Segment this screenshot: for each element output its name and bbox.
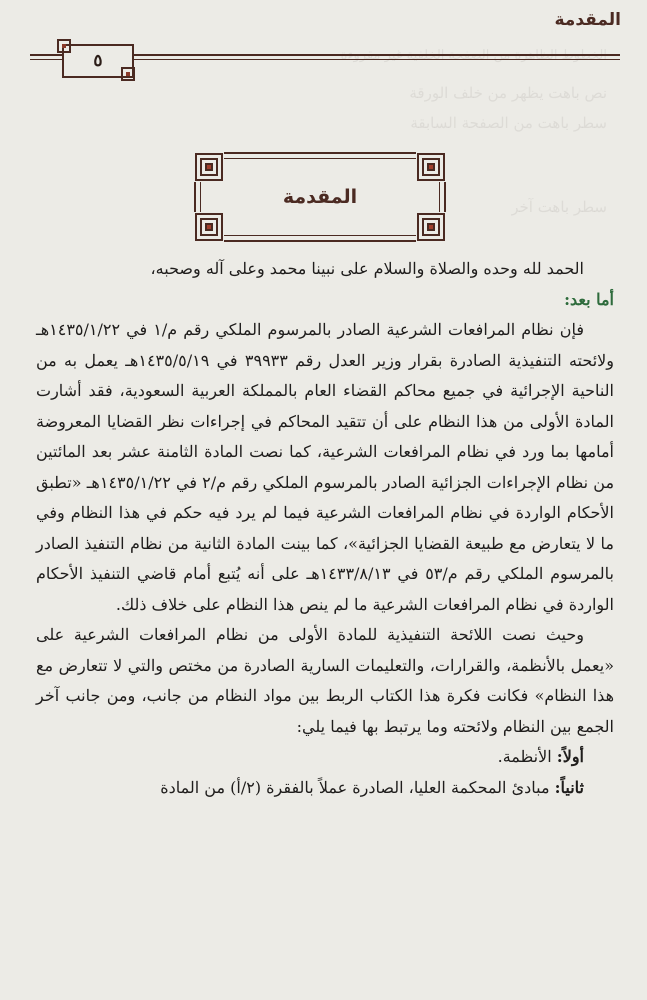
knot-ornament-icon: [120, 66, 136, 82]
knot-ornament-icon: [56, 38, 72, 54]
section-title-frame: [194, 152, 446, 242]
opening-paragraph: الحمد لله وحده والصلاة والسلام على نبينا محمد وعلى آله وصحبه،: [150, 259, 584, 278]
list-item-text: مبادئ المحكمة العليا، الصادرة عملاً بالفقرة (٢/أ) من المادة: [160, 777, 550, 797]
list-item-label: ثانياً:: [554, 777, 584, 797]
body-text: [36, 254, 614, 803]
list-item: [36, 773, 614, 804]
bleed-through-text: سطر باهت آخر: [511, 198, 607, 216]
bleed-through-text: نص باهت يظهر من خلف الورقة: [409, 84, 607, 102]
bleed-through-text: سطر باهت من الصفحة السابقة: [410, 114, 607, 132]
list-item-label: أولاً:: [556, 747, 584, 766]
running-title: المقدمة: [554, 10, 621, 30]
list-item: [36, 742, 614, 773]
paragraph: فإن نظام المرافعات الشرعية الصادر بالمرسوم الملكي رقم م/١ في ١٤٣٥/١/٢٢هـ ولائحته التنفيذية الصادرة بقرار وزير العدل رقم ٣٩٩٣٣ في ١٤٣٥/٥/١٩هـ يعمل به من الناحية الإجرائية في جميع محاكم القضاء العام بالمملكة العربية السعودية، فقد أشارت المادة الأولى من هذا النظام على أن تتقيد المحاكم في إجراءات نظر القضايا المعروضة أمامها بما ورد في نظام المرافعات الشرعية، كما نصت المادة الثامنة عشر بعد المائتين من نظام الإجراءات الجزائية الصادر بالمرسوم الملكي رقم م/٢ في ١٤٣٥/١/٢٢هـ «تطبق الأحكام الواردة في نظام المرافعات الشرعية فيما لم يرد فيه حكم في هذا النظام وفي ما لا يتعارض مع طبيعة القضايا الجزائية»، كما بينت المادة الثانية من نظام التنفيذ الصادر بالمرسوم الملكي رقم م/٥٣ في ١٤٣٣/٨/١٣هـ على أنه يُتبع أمام قاضي التنفيذ الأحكام الواردة في نظام المرافعات الشرعية ما لم ينص هذا النظام على خلاف ذلك.: [36, 320, 615, 614]
section-title: المقدمة: [282, 186, 358, 208]
list-item-text: الأنظمة.: [497, 747, 552, 766]
page-number: ٥: [62, 44, 134, 78]
paragraph: وحيث نصت اللائحة التنفيذية للمادة الأولى من نظام المرافعات الشرعية على «يعمل بالأنظمة، والقرارات، والتعليمات السارية الصادرة من مختص والتي لا تتعارض مع هذا النظام» فكانت فكرة هذا الكتاب الربط بين مواد النظام من جانب، ومن جانب آخر الجمع بين النظام ولائحته وما يرتبط بها فيما يلي:: [36, 625, 614, 736]
transition-heading: أما بعد:: [564, 289, 614, 309]
